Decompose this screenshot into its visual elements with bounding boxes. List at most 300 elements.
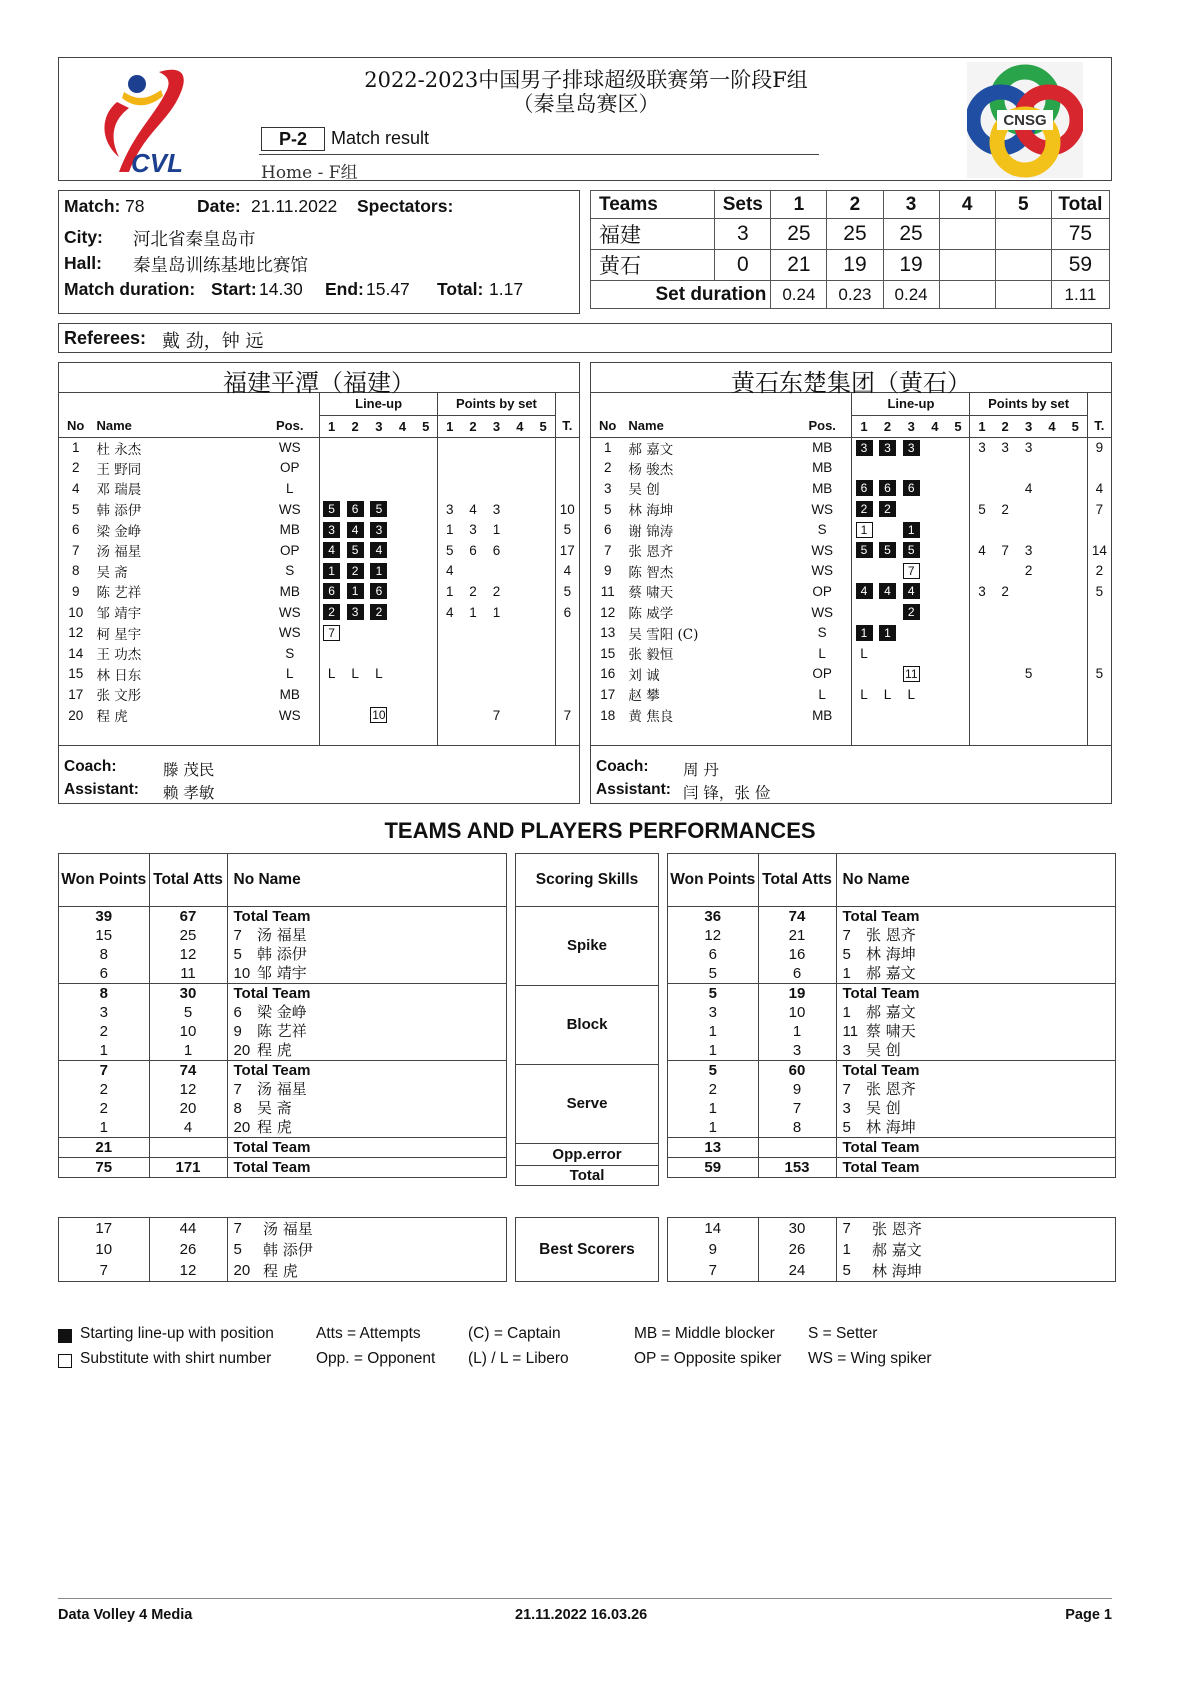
lineup-cell xyxy=(319,561,343,582)
set-points-cell: 5 xyxy=(1024,666,1033,682)
starting-position-box: 2 xyxy=(903,604,920,620)
set-points-cell xyxy=(1017,622,1040,643)
set-points-cell xyxy=(532,643,555,664)
score-row-home xyxy=(591,219,1110,250)
player-name: 杜 永杰 xyxy=(96,441,142,458)
lineup-set2-header: 2 xyxy=(343,415,367,437)
lineup-cell xyxy=(923,540,946,561)
perf-row xyxy=(59,1118,506,1138)
lineup-cell xyxy=(876,561,900,582)
set-points-cell xyxy=(485,437,508,458)
player-name: 吴 创 xyxy=(866,1041,1115,1061)
set-points-cell xyxy=(508,437,531,458)
player-name: 吴 斋 xyxy=(96,564,128,581)
total-atts: 171 xyxy=(149,1157,227,1177)
player-total-points: 5 xyxy=(1087,581,1111,602)
roster-filler xyxy=(591,725,1111,746)
player-number: 1 xyxy=(842,1241,851,1258)
lineup-cell xyxy=(947,602,970,623)
roster-filler xyxy=(59,725,579,746)
performances-title: TEAMS AND PLAYERS PERFORMANCES xyxy=(384,818,816,843)
total-atts: 74 xyxy=(758,906,836,926)
roster-column-header xyxy=(591,415,1111,437)
scoring-skills-table xyxy=(516,854,658,1185)
lineup-cell xyxy=(343,499,367,520)
perf-row xyxy=(668,1080,1115,1099)
header-divider xyxy=(259,154,819,155)
lineup-cell xyxy=(852,437,876,458)
set-points-cell xyxy=(485,643,508,664)
set-points-cell xyxy=(1064,581,1087,602)
team-b-best-table xyxy=(668,1218,1115,1281)
player-name: 张 毅恒 xyxy=(628,647,674,664)
lineup-cell xyxy=(852,519,876,540)
lineup-cell xyxy=(367,643,391,664)
total-atts: 9 xyxy=(758,1080,836,1099)
lineup-cell xyxy=(367,437,391,458)
starting-position-box: 2 xyxy=(323,604,340,620)
lineup-cell xyxy=(899,705,923,726)
lineup-cell xyxy=(899,602,923,623)
lineup-cell xyxy=(414,643,437,664)
cnsg-logo xyxy=(967,62,1083,178)
player-number: 20 xyxy=(68,707,84,723)
player-name: 刘 诚 xyxy=(628,667,660,684)
hall-label: Hall: xyxy=(64,253,102,273)
lineup-cell xyxy=(343,581,367,602)
away-set4 xyxy=(939,250,995,281)
lineup-cell xyxy=(923,664,946,685)
player-row xyxy=(591,664,1111,685)
set-points-cell xyxy=(438,622,462,643)
player-number: 5 xyxy=(603,501,612,517)
lineup-cell xyxy=(947,561,970,582)
set-points-cell xyxy=(1040,540,1063,561)
substitute-box: 1 xyxy=(856,522,873,538)
lineup-cell xyxy=(414,684,437,705)
player-total-points: 7 xyxy=(1087,499,1111,520)
set-points-cell xyxy=(532,519,555,540)
set-points-cell xyxy=(485,561,508,582)
set1-duration: 0.24 xyxy=(771,281,827,309)
end-label: End: xyxy=(325,279,364,299)
lineup-cell: L xyxy=(319,664,343,685)
set-points-cell: 2 xyxy=(1024,563,1033,579)
set-points-cell xyxy=(1064,664,1087,685)
set-points-cell xyxy=(993,519,1016,540)
set3-duration: 0.24 xyxy=(883,281,939,309)
team-a-assistant: 赖 孝敏 xyxy=(163,784,215,802)
set-points-cell xyxy=(970,705,993,726)
starting-position-box: 2 xyxy=(347,563,364,579)
set-points-cell xyxy=(1040,519,1063,540)
set-points-cell: 4 xyxy=(438,602,462,623)
set-points-cell xyxy=(508,561,531,582)
t-header: T. xyxy=(1087,415,1111,437)
home-set2: 25 xyxy=(827,219,883,250)
lineup-cell xyxy=(367,622,391,643)
perf-row xyxy=(668,1137,1115,1157)
player-number: 16 xyxy=(600,666,616,682)
legend-mb: MB = Middle blocker xyxy=(634,1325,775,1342)
set-points-cell xyxy=(1017,705,1040,726)
set-points-cell: 2 xyxy=(1001,501,1009,517)
lineup-cell xyxy=(923,458,946,479)
starting-lineup-swatch xyxy=(58,1329,72,1343)
lineup-cell xyxy=(319,705,343,726)
player-number: 1 xyxy=(836,964,866,984)
won-points: 14 xyxy=(668,1218,758,1239)
starting-position-box: 1 xyxy=(323,563,340,579)
player-total-points xyxy=(1087,684,1111,705)
set-points-cell xyxy=(970,622,993,643)
pos-header: Pos. xyxy=(793,415,852,437)
team-b-coach-label: Coach: xyxy=(596,758,649,775)
lineup-cell xyxy=(923,478,946,499)
pos-header: Pos. xyxy=(261,415,320,437)
set-points-cell xyxy=(461,643,484,664)
set-points-cell: 2 xyxy=(1001,583,1009,599)
legend-ws: WS = Wing spiker xyxy=(808,1350,932,1367)
won-points: 75 xyxy=(59,1157,149,1177)
set-points-cell xyxy=(970,478,993,499)
set5-header: 5 xyxy=(995,191,1051,219)
team-a-coach-label: Coach: xyxy=(64,758,117,775)
team-a-performance-table xyxy=(59,854,506,1177)
player-number: 4 xyxy=(71,480,80,496)
lineup-cell xyxy=(852,499,876,520)
player-number: 7 xyxy=(842,1080,851,1098)
lineup-cell xyxy=(367,478,391,499)
total-atts: 1 xyxy=(149,1041,227,1061)
total-atts-header: Total Atts xyxy=(758,854,836,906)
lineup-cell xyxy=(367,581,391,602)
set-points-cell xyxy=(1040,458,1063,479)
points-set4-header: 4 xyxy=(1040,415,1063,437)
lineup-cell xyxy=(414,437,437,458)
points-set2-header: 2 xyxy=(993,415,1016,437)
player-number: 7 xyxy=(842,926,851,944)
lineup-cell xyxy=(876,458,900,479)
lineup-cell xyxy=(899,540,923,561)
total-atts xyxy=(149,1137,227,1157)
won-points: 8 xyxy=(59,945,149,964)
set-points-cell xyxy=(1017,499,1040,520)
perf-row xyxy=(59,1137,506,1157)
player-position: WS xyxy=(811,563,834,579)
won-points: 5 xyxy=(668,964,758,984)
set-points-cell xyxy=(993,643,1016,664)
no-header: No xyxy=(591,415,624,437)
lineup-cell xyxy=(414,561,437,582)
lineup-cell xyxy=(391,643,414,664)
player-number: 3 xyxy=(603,480,612,496)
lineup-cell xyxy=(319,478,343,499)
set-points-cell xyxy=(970,602,993,623)
set-points-cell xyxy=(970,684,993,705)
player-number: 5 xyxy=(233,1241,242,1258)
match-info-panel xyxy=(58,190,580,314)
total-atts: 8 xyxy=(758,1118,836,1138)
skill-name: Spike xyxy=(516,906,658,985)
set-points-cell xyxy=(1040,664,1063,685)
player-number: 2 xyxy=(603,460,612,476)
city-label: City: xyxy=(64,227,103,247)
roster-group-header xyxy=(591,393,1111,415)
won-points: 1 xyxy=(668,1041,758,1061)
team-b-assistant: 闫 锋，张 俭 xyxy=(683,784,771,802)
won-points: 13 xyxy=(668,1137,758,1157)
player-total-points: 10 xyxy=(555,499,579,520)
won-points: 9 xyxy=(668,1239,758,1260)
home-set5 xyxy=(995,219,1051,250)
set-points-cell xyxy=(1064,478,1087,499)
player-row xyxy=(59,622,579,643)
player-total-points xyxy=(1087,643,1111,664)
set-points-cell: 3 xyxy=(492,501,501,517)
lineup-set4-header: 4 xyxy=(391,415,414,437)
set-points-cell xyxy=(485,664,508,685)
player-row xyxy=(591,684,1111,705)
lineup-cell xyxy=(414,602,437,623)
player-total-points xyxy=(1087,519,1111,540)
player-name: 梁 金峥 xyxy=(96,523,142,540)
player-name: 王 野同 xyxy=(96,461,142,478)
total-atts: 153 xyxy=(758,1157,836,1177)
lineup-cell xyxy=(414,499,437,520)
set-points-cell xyxy=(485,684,508,705)
set-points-cell xyxy=(461,664,484,685)
player-row xyxy=(59,519,579,540)
perf-row xyxy=(668,964,1115,984)
won-points: 2 xyxy=(59,1080,149,1099)
player-name: 韩 添伊 xyxy=(96,503,142,520)
lineup-set4-header: 4 xyxy=(923,415,946,437)
player-row xyxy=(591,437,1111,458)
perf-row xyxy=(668,926,1115,945)
player-row xyxy=(59,437,579,458)
player-number: 8 xyxy=(233,1099,242,1117)
player-row xyxy=(59,499,579,520)
player-position: S xyxy=(285,563,295,579)
player-number: 17 xyxy=(68,686,84,702)
player-number: 9 xyxy=(233,1022,242,1040)
perf-row xyxy=(668,983,1115,1003)
home-set3: 25 xyxy=(883,219,939,250)
set4-header: 4 xyxy=(939,191,995,219)
set-duration-label: Set duration xyxy=(591,281,771,309)
player-number: 12 xyxy=(600,604,616,620)
lineup-cell xyxy=(876,705,900,726)
perf-row xyxy=(668,1041,1115,1061)
perf-row xyxy=(59,1080,506,1099)
lineup-cell xyxy=(391,664,414,685)
player-name: 黄 焦良 xyxy=(628,709,674,726)
set-points-cell: 5 xyxy=(438,540,462,561)
total-atts: 26 xyxy=(758,1239,836,1260)
team-b-best-scorers xyxy=(667,1217,1116,1282)
starting-position-box: 2 xyxy=(856,501,873,517)
legend-substitute: Substitute with shirt number xyxy=(80,1350,272,1367)
name-header: Name xyxy=(624,415,793,437)
lineup-cell xyxy=(852,602,876,623)
set-points-cell: 4 xyxy=(438,561,462,582)
match-title: 2022-2023中国男子排球超级联赛第一阶段F组 xyxy=(364,68,808,92)
set-points-cell xyxy=(461,705,484,726)
roster-blank xyxy=(555,393,579,415)
lineup-cell xyxy=(923,705,946,726)
won-points: 6 xyxy=(59,964,149,984)
scoring-skills-header: Scoring Skills xyxy=(516,854,658,906)
player-total-points xyxy=(555,684,579,705)
total-header: Total xyxy=(1051,191,1109,219)
player-name: 郝 嘉文 xyxy=(866,964,1115,984)
starting-position-box: 6 xyxy=(347,501,364,517)
cnsg-logo-text: CNSG xyxy=(1003,112,1047,129)
player-name: 陈 威学 xyxy=(628,606,674,623)
city-value: 河北省秦皇岛市 xyxy=(133,230,256,250)
page-footer xyxy=(58,1598,1112,1623)
player-number: 15 xyxy=(68,666,84,682)
set-points-cell xyxy=(1017,458,1040,479)
player-position: WS xyxy=(811,501,834,517)
best-scorer-row xyxy=(59,1218,506,1239)
player-name: 谢 锦涛 xyxy=(628,523,674,540)
starting-position-box: 2 xyxy=(879,501,896,517)
set-points-cell xyxy=(508,684,531,705)
set-duration-row xyxy=(591,281,1110,309)
player-number: 12 xyxy=(68,625,84,641)
set-points-cell xyxy=(970,664,993,685)
perf-row xyxy=(668,1022,1115,1041)
substitute-swatch xyxy=(58,1354,72,1368)
player-number: 9 xyxy=(71,583,80,599)
lineup-cell xyxy=(319,684,343,705)
lineup-cell xyxy=(343,561,367,582)
player-name: 林 海坤 xyxy=(866,944,916,963)
set-points-cell xyxy=(438,458,462,479)
lineup-cell xyxy=(343,602,367,623)
set-points-cell xyxy=(1064,622,1087,643)
lineup-cell xyxy=(414,705,437,726)
player-name: 林 海坤 xyxy=(872,1262,922,1280)
starting-position-box: 1 xyxy=(903,522,920,538)
set-points-cell xyxy=(1017,519,1040,540)
player-row xyxy=(591,458,1111,479)
skill-name: Serve xyxy=(516,1064,658,1143)
team-b-name: 黄石东楚集团（黄石） xyxy=(591,363,1111,393)
set-points-cell: 6 xyxy=(469,542,477,558)
total-atts: 74 xyxy=(149,1060,227,1080)
player-number: 6 xyxy=(71,522,80,538)
set-points-cell: 7 xyxy=(1001,542,1009,558)
player-row xyxy=(591,478,1111,499)
set-points-cell xyxy=(438,437,462,458)
lineup-cell xyxy=(876,519,900,540)
player-row xyxy=(591,622,1111,643)
lineup-cell xyxy=(319,499,343,520)
lineup-cell xyxy=(414,540,437,561)
lineup-cell xyxy=(923,643,946,664)
lineup-cell xyxy=(852,561,876,582)
home-sets: 3 xyxy=(715,219,771,250)
points-set1-header: 1 xyxy=(970,415,993,437)
player-number: 5 xyxy=(71,501,80,517)
won-points: 39 xyxy=(59,906,149,926)
player-position: L xyxy=(818,645,826,661)
lineup-cell xyxy=(899,561,923,582)
points-by-set-header: Points by set xyxy=(970,393,1087,415)
lineup-cell xyxy=(876,581,900,602)
home-group: Home - F组 xyxy=(261,163,358,183)
total-atts: 3 xyxy=(758,1041,836,1061)
lineup-cell xyxy=(367,519,391,540)
won-points: 2 xyxy=(668,1080,758,1099)
starting-position-box: 1 xyxy=(370,563,387,579)
total-set-duration: 1.11 xyxy=(1051,281,1109,309)
starting-position-box: 3 xyxy=(879,440,896,456)
player-number: 5 xyxy=(842,945,851,963)
set-points-cell xyxy=(438,684,462,705)
starting-position-box: 3 xyxy=(347,604,364,620)
player-number: 17 xyxy=(600,686,616,702)
total-atts: 20 xyxy=(149,1099,227,1118)
set-points-cell: 4 xyxy=(1024,480,1033,496)
perf-row xyxy=(668,1157,1115,1177)
set-points-cell xyxy=(1040,622,1063,643)
lineup-cell: L xyxy=(852,643,876,664)
referees-label: Referees: xyxy=(64,328,147,348)
player-number: 8 xyxy=(71,563,80,579)
team-total-label: Total Team xyxy=(836,1137,1115,1157)
total-atts: 12 xyxy=(149,945,227,964)
perf-row xyxy=(59,1099,506,1118)
starting-position-box: 4 xyxy=(323,542,340,558)
lineup-cell: L xyxy=(375,666,383,682)
set-points-cell xyxy=(1040,705,1063,726)
sets-header: Sets xyxy=(715,191,771,219)
lineup-cell xyxy=(899,581,923,602)
set-points-cell xyxy=(438,664,462,685)
player-total-points xyxy=(555,622,579,643)
lineup-cell xyxy=(947,684,970,705)
player-total-points: 4 xyxy=(555,561,579,582)
legend-starting: Starting line-up with position xyxy=(80,1325,274,1342)
team-a-roster xyxy=(58,362,580,804)
lineup-cell xyxy=(343,643,367,664)
lineup-set5-header: 5 xyxy=(947,415,970,437)
lineup-cell xyxy=(391,519,414,540)
starting-position-box: 2 xyxy=(370,604,387,620)
lineup-cell xyxy=(947,581,970,602)
player-position: S xyxy=(817,625,827,641)
away-team-short: 黄石 xyxy=(591,250,715,281)
legend-opp: Opp. = Opponent xyxy=(316,1350,436,1367)
lineup-cell xyxy=(852,478,876,499)
lineup-cell xyxy=(852,664,876,685)
player-row xyxy=(59,684,579,705)
set-points-cell xyxy=(993,705,1016,726)
match-label: Match: xyxy=(64,196,121,216)
lineup-cell xyxy=(923,581,946,602)
player-name: 蔡 啸天 xyxy=(866,1021,916,1040)
player-name: 邹 靖宇 xyxy=(257,964,506,984)
team-a-assistant-label: Assistant: xyxy=(64,781,139,798)
won-points: 3 xyxy=(668,1003,758,1022)
player-total-points: 14 xyxy=(1087,540,1111,561)
lineup-cell xyxy=(852,458,876,479)
player-total-points: 17 xyxy=(555,540,579,561)
